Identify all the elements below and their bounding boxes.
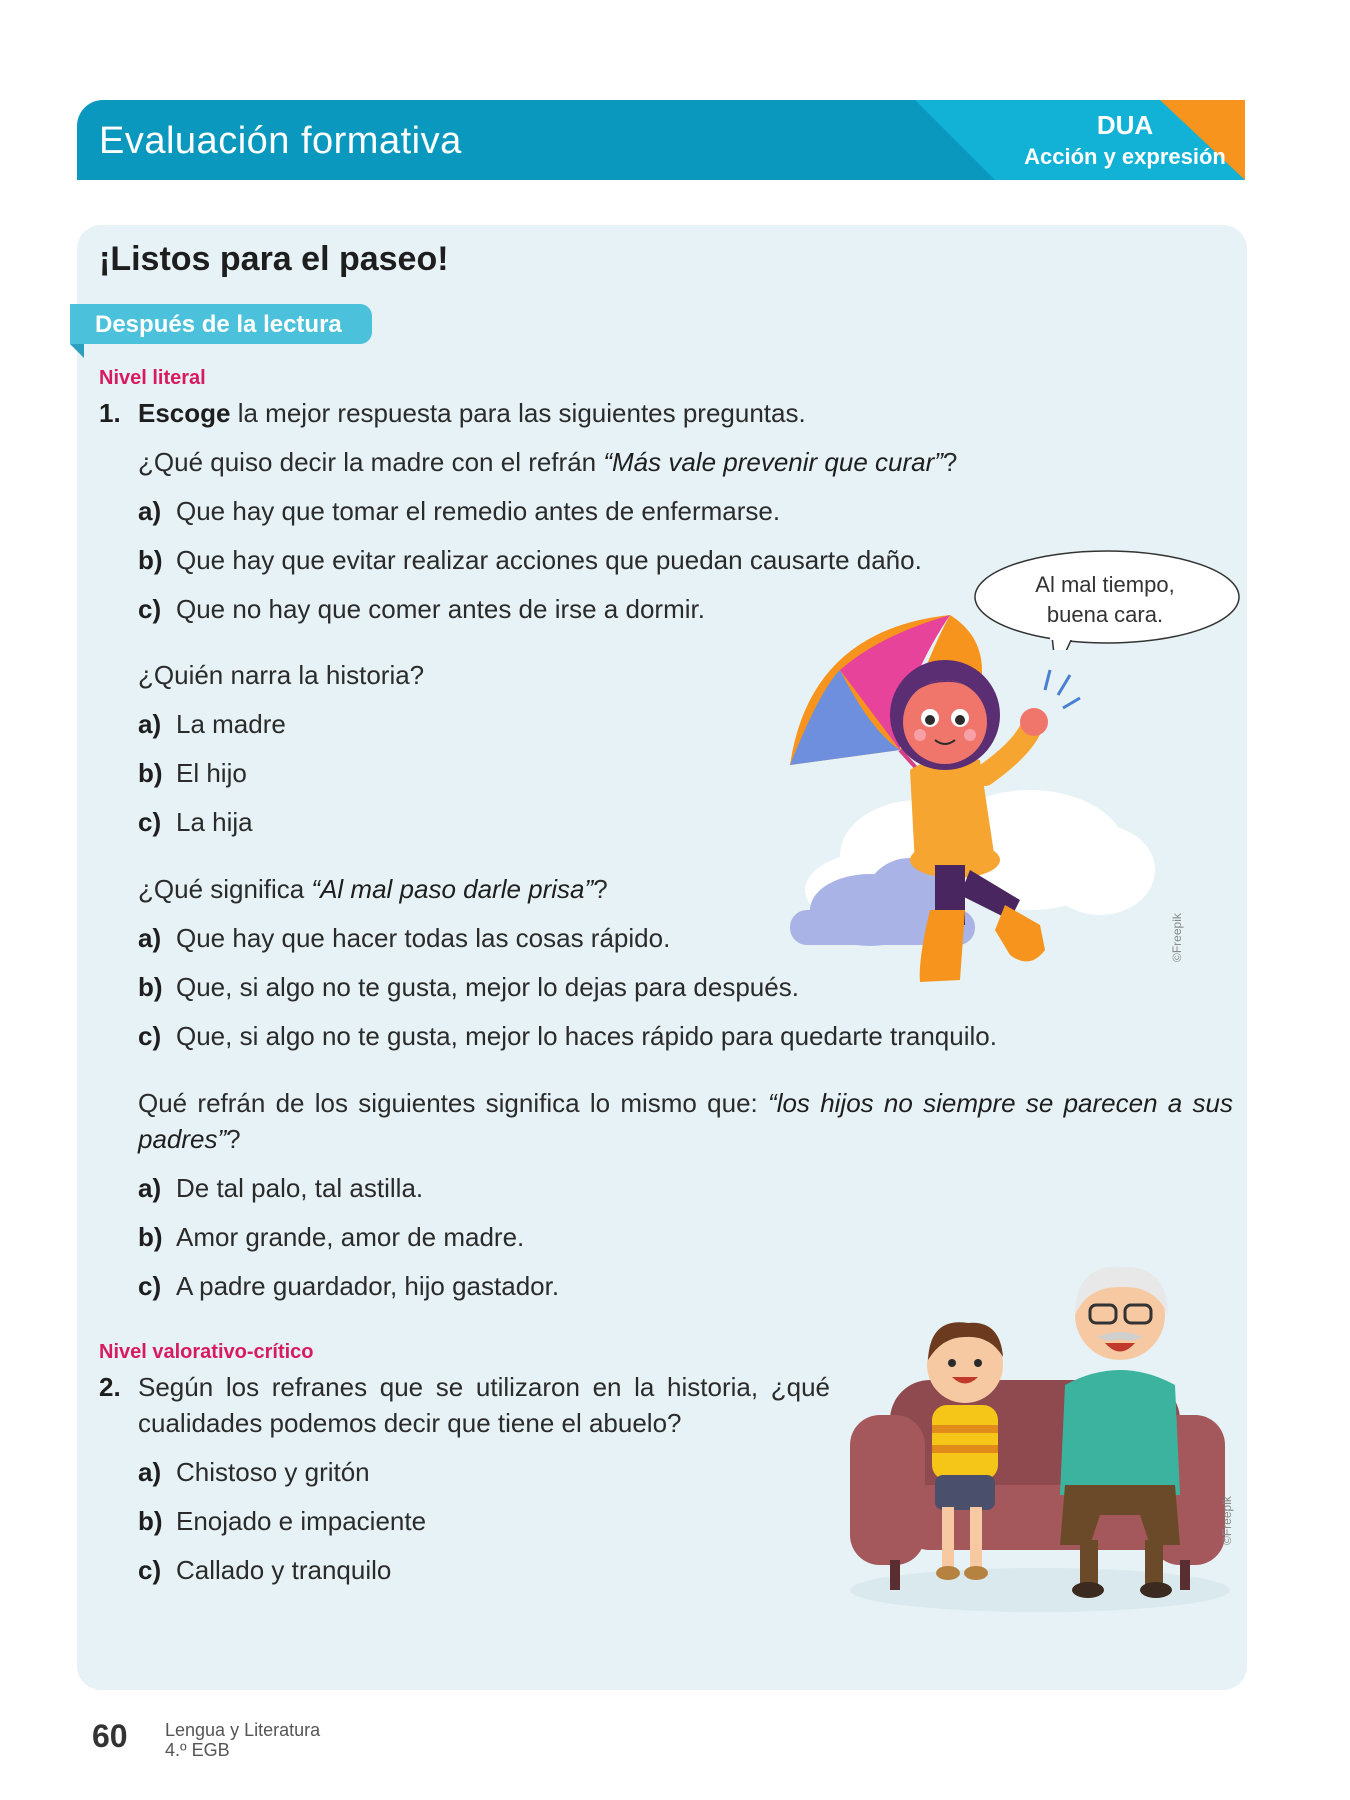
option-letter: c) (138, 807, 162, 837)
subquestion-4-quote-1: “los hijos no siempre se parecen a sus (768, 1088, 1233, 1118)
question-2-number: 2. (99, 1372, 121, 1402)
option-text: El hijo (176, 758, 247, 788)
grandfather-boy-illustration (850, 1245, 1230, 1615)
page-number: 60 (92, 1718, 128, 1754)
option-text: Chistoso y gritón (176, 1457, 370, 1487)
level-literal-label: Nivel literal (99, 367, 206, 389)
option-text: Amor grande, amor de madre. (176, 1222, 525, 1252)
option-letter: c) (138, 1271, 162, 1301)
section-tab (70, 304, 372, 344)
question-1-number: 1. (99, 398, 121, 428)
header-title: Evaluación formativa (99, 120, 462, 162)
girl-umbrella-illustration (780, 610, 1170, 1000)
option-letter: c) (138, 594, 162, 624)
subquestion-3-text: ¿Qué significa (138, 874, 312, 904)
speech-bubble-line-2: buena cara. (1046, 602, 1164, 627)
option-letter: b) (138, 972, 163, 1002)
question-1-instruction-rest: la mejor respuesta para las siguientes preguntas. (230, 398, 806, 428)
option-text: Enojado e impaciente (176, 1506, 427, 1536)
option-text: Que hay que tomar el remedio antes de enfermarse. (176, 496, 781, 526)
subquestion-3-post: ? (593, 874, 608, 904)
option-letter: a) (138, 923, 162, 953)
option-letter: b) (138, 545, 163, 575)
option-text: Que, si algo no te gusta, mejor lo dejas para después. (176, 972, 799, 1002)
image-credit: ©Freepik (1220, 1496, 1234, 1545)
option-letter: a) (138, 1457, 162, 1487)
subquestion-1-text: ¿Qué quiso decir la madre con el refrán (138, 447, 604, 477)
page-title: ¡Listos para el paseo! (99, 240, 449, 278)
header-band (77, 100, 1245, 180)
image-credit: ©Freepik (1170, 913, 1184, 962)
footer-subject: Lengua y Literatura (165, 1720, 321, 1740)
subquestion-3 (138, 874, 608, 905)
question-2-line-1: Según los refranes que se utilizaron en la historia, ¿qué (138, 1372, 830, 1402)
question-1-verb: Escoge (138, 398, 231, 428)
subquestion-3-quote: “Al mal paso darle prisa” (311, 874, 594, 904)
section-tab-label: Después de la lectura (95, 311, 342, 338)
subquestion-2: ¿Quién narra la historia? (138, 660, 425, 690)
subquestion-4-text: Qué refrán de los siguientes significa lo mismo que: (138, 1088, 769, 1118)
option-text: Callado y tranquilo (176, 1555, 392, 1585)
option-letter: c) (138, 1021, 162, 1051)
option-text: A padre guardador, hijo gastador. (176, 1271, 560, 1301)
option-text: Que hay que evitar realizar acciones que puedan causarte daño. (176, 545, 922, 575)
dua-badge (875, 100, 1245, 180)
question-2-line-2: cualidades podemos decir que tiene el abuelo? (138, 1408, 682, 1438)
option-letter: a) (138, 1173, 162, 1203)
option-text: La madre (176, 709, 286, 739)
option-text: De tal palo, tal astilla. (176, 1173, 424, 1203)
dua-subtitle: Acción y expresión (1024, 144, 1226, 169)
subquestion-1-post: ? (942, 447, 958, 477)
option-letter: a) (138, 496, 162, 526)
option-letter: b) (138, 758, 163, 788)
option-text: Que no hay que comer antes de irse a dormir. (176, 594, 705, 624)
option-text: Que, si algo no te gusta, mejor lo haces rápido para quedarte tranquilo. (176, 1021, 997, 1051)
option-letter: c) (138, 1555, 162, 1585)
footer-grade: 4.º EGB (165, 1740, 230, 1760)
subquestion-4-quote-2: padres” (138, 1124, 227, 1154)
option-letter: b) (138, 1506, 163, 1536)
speech-bubble-line-1: Al mal tiempo, (1035, 572, 1175, 597)
option-letter: b) (138, 1222, 163, 1252)
level-valorativo-label: Nivel valorativo-crítico (99, 1341, 314, 1363)
option-text: La hija (176, 807, 253, 837)
option-letter: a) (138, 709, 162, 739)
option-text: Que hay que hacer todas las cosas rápido. (176, 923, 671, 953)
subquestion-1-quote: “Más vale prevenir que curar” (603, 447, 943, 477)
subquestion-4-line-1 (138, 1088, 1233, 1119)
dua-label: DUA (1096, 110, 1154, 140)
subquestion-1 (138, 447, 957, 478)
question-1-instruction (138, 398, 806, 429)
subquestion-4-post: ? (226, 1124, 241, 1154)
subquestion-4-line-2 (138, 1124, 241, 1155)
